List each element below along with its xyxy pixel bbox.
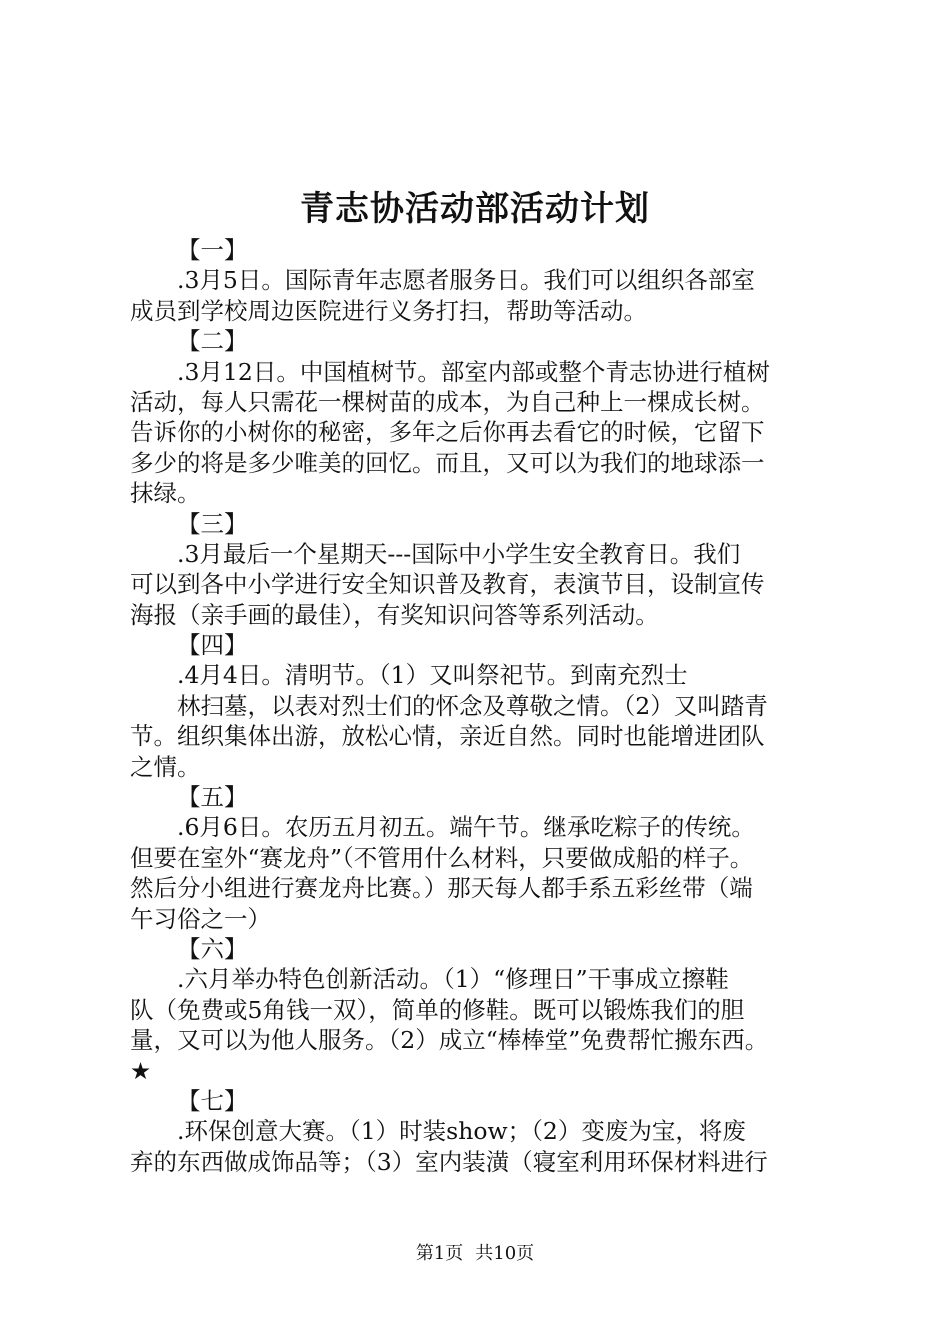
paragraph-line: 成员到学校周边医院进行义务打扫，帮助等活动。 <box>130 296 647 325</box>
section-heading: 【二】 <box>177 327 248 356</box>
section-heading: 【四】 <box>177 631 248 660</box>
paragraph-line: 多少的将是多少唯美的回忆。而且，又可以为我们的地球添一 <box>130 448 765 477</box>
paragraph-line: 但要在室外“赛龙舟”（不管用什么材料，只要做成船的样子。 <box>130 843 754 872</box>
paragraph-line: .3月最后一个星期天---国际中小学生安全教育日。我们 <box>177 539 741 568</box>
page-footer <box>0 1240 950 1268</box>
paragraph-line: 弃的东西做成饰品等；（3）室内装潢（寝室利用环保材料进行 <box>130 1147 768 1176</box>
paragraph-line: .3月5日。国际青年志愿者服务日。我们可以组织各部室 <box>177 266 755 295</box>
paragraph-line: 然后分小组进行赛龙舟比赛。）那天每人都手系五彩丝带（端 <box>130 874 753 903</box>
section-heading: 【五】 <box>177 783 248 812</box>
paragraph-line: 告诉你的小树你的秘密，多年之后你再去看它的时候，它留下 <box>130 418 765 447</box>
paragraph-line: .6月6日。农历五月初五。端午节。继承吃粽子的传统。 <box>177 813 755 842</box>
document-body <box>130 235 835 1177</box>
paragraph-line: .4月4日。清明节。（1）又叫祭祀节。到南充烈士 <box>177 661 688 690</box>
paragraph-line: ★ <box>130 1056 152 1085</box>
page-number: 第1页 <box>415 1243 464 1264</box>
paragraph-line: 海报（亲手画的最佳），有奖知识问答等系列活动。 <box>130 600 659 629</box>
paragraph-line: 队（免费或5角钱一双），简单的修鞋。既可以锻炼我们的胆 <box>130 995 745 1024</box>
section-heading: 【七】 <box>177 1086 248 1115</box>
section-heading: 【三】 <box>177 509 248 538</box>
paragraph-line: 可以到各中小学进行安全知识普及教育，表演节目，设制宣传 <box>130 570 765 599</box>
paragraph-line: 节。组织集体出游，放松心情，亲近自然。同时也能增进团队 <box>130 722 765 751</box>
paragraph-line: 抹绿。 <box>130 479 201 508</box>
paragraph-line: 量，又可以为他人服务。（2）成立“棒棒堂”免费帮忙搬东西。 <box>130 1026 769 1055</box>
paragraph-line: .3月12日。中国植树节。部室内部或整个青志协进行植树 <box>177 357 770 386</box>
paragraph-line: 林扫墓，以表对烈士们的怀念及尊敬之情。（2）又叫踏青 <box>177 691 768 720</box>
paragraph-line: 午习俗之一） <box>130 904 271 933</box>
document-title: 青志协活动部活动计划 <box>300 189 650 229</box>
paragraph-line: 活动，每人只需花一棵树苗的成本，为自己种上一棵成长树。 <box>130 387 765 416</box>
paragraph-line: .六月举办特色创新活动。（1）“修理日”干事成立擦鞋 <box>177 965 729 994</box>
page-total: 共10页 <box>475 1243 535 1264</box>
section-heading: 【六】 <box>177 934 248 963</box>
paragraph-line: .环保创意大赛。（1）时装show；（2）变废为宝，将废 <box>177 1117 746 1146</box>
section-heading: 【一】 <box>177 236 248 264</box>
paragraph-line: 之情。 <box>130 752 201 781</box>
